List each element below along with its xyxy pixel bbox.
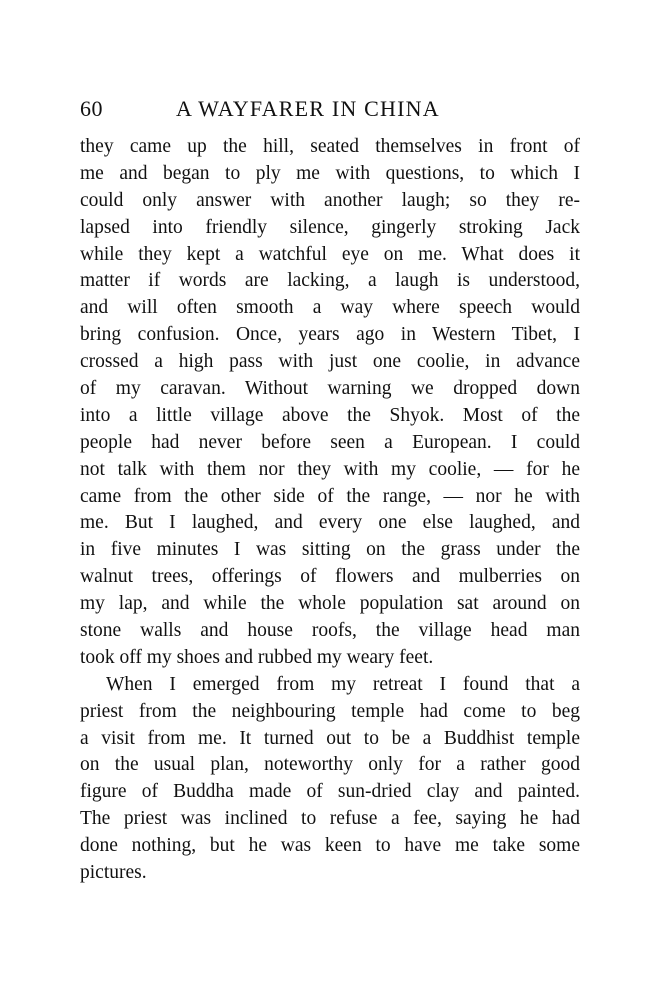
- text-line: on the usual plan, noteworthy only for a rather good: [80, 754, 580, 776]
- text-line: they came up the hill, seated themselves in front of: [80, 136, 580, 157]
- text-line: people had never before seen a European. I could: [80, 431, 580, 453]
- text-line: stone walls and house roofs, the village head man: [80, 620, 580, 642]
- page-header: [80, 96, 580, 124]
- text-line: lapsed into friendly silence, gingerly stroking Jack: [80, 216, 580, 238]
- page-number: 60: [80, 96, 103, 121]
- text-line: not talk with them nor they with my coolie, — for he: [80, 458, 580, 480]
- body-text: [80, 134, 580, 887]
- text-line: while they kept a watchful eye on me. What does it: [80, 243, 580, 265]
- text-line: The priest was inclined to refuse a fee, saying he had: [80, 808, 580, 830]
- text-line: my lap, and while the whole population sat around on: [80, 593, 580, 615]
- text-line: matter if words are lacking, a laugh is understood,: [80, 270, 580, 292]
- text-line: came from the other side of the range, — nor he with: [80, 485, 580, 507]
- text-line: When I emerged from my retreat I found that a: [106, 673, 580, 695]
- text-line: into a little village above the Shyok. Most of the: [80, 404, 580, 426]
- text-line: and will often smooth a way where speech would: [80, 297, 580, 319]
- text-line: done nothing, but he was keen to have me take some: [80, 835, 580, 857]
- text-line: me. But I laughed, and every one else laughed, and: [80, 512, 580, 534]
- text-line: pictures.: [80, 862, 147, 884]
- text-line: in five minutes I was sitting on the grass under the: [80, 539, 580, 561]
- text-line: figure of Buddha made of sun-dried clay and painted.: [80, 781, 580, 803]
- text-line: crossed a high pass with just one coolie, in advance: [80, 351, 580, 373]
- text-line: could only answer with another laugh; so they re-: [80, 189, 580, 211]
- text-line: priest from the neighbouring temple had come to beg: [80, 700, 580, 722]
- paragraph-2: [80, 672, 580, 887]
- paragraph-1: [80, 134, 580, 672]
- running-title: A WAYFARER IN CHINA: [176, 96, 440, 121]
- text-line: bring confusion. Once, years ago in Western Tibet, I: [80, 324, 580, 346]
- text-line: took off my shoes and rubbed my weary feet.: [80, 646, 434, 668]
- text-line: a visit from me. It turned out to be a Buddhist temple: [80, 727, 580, 749]
- text-line: of my caravan. Without warning we dropped down: [80, 378, 580, 400]
- text-line: me and began to ply me with questions, to which I: [80, 162, 580, 184]
- text-line: walnut trees, offerings of flowers and mulberries on: [80, 566, 580, 588]
